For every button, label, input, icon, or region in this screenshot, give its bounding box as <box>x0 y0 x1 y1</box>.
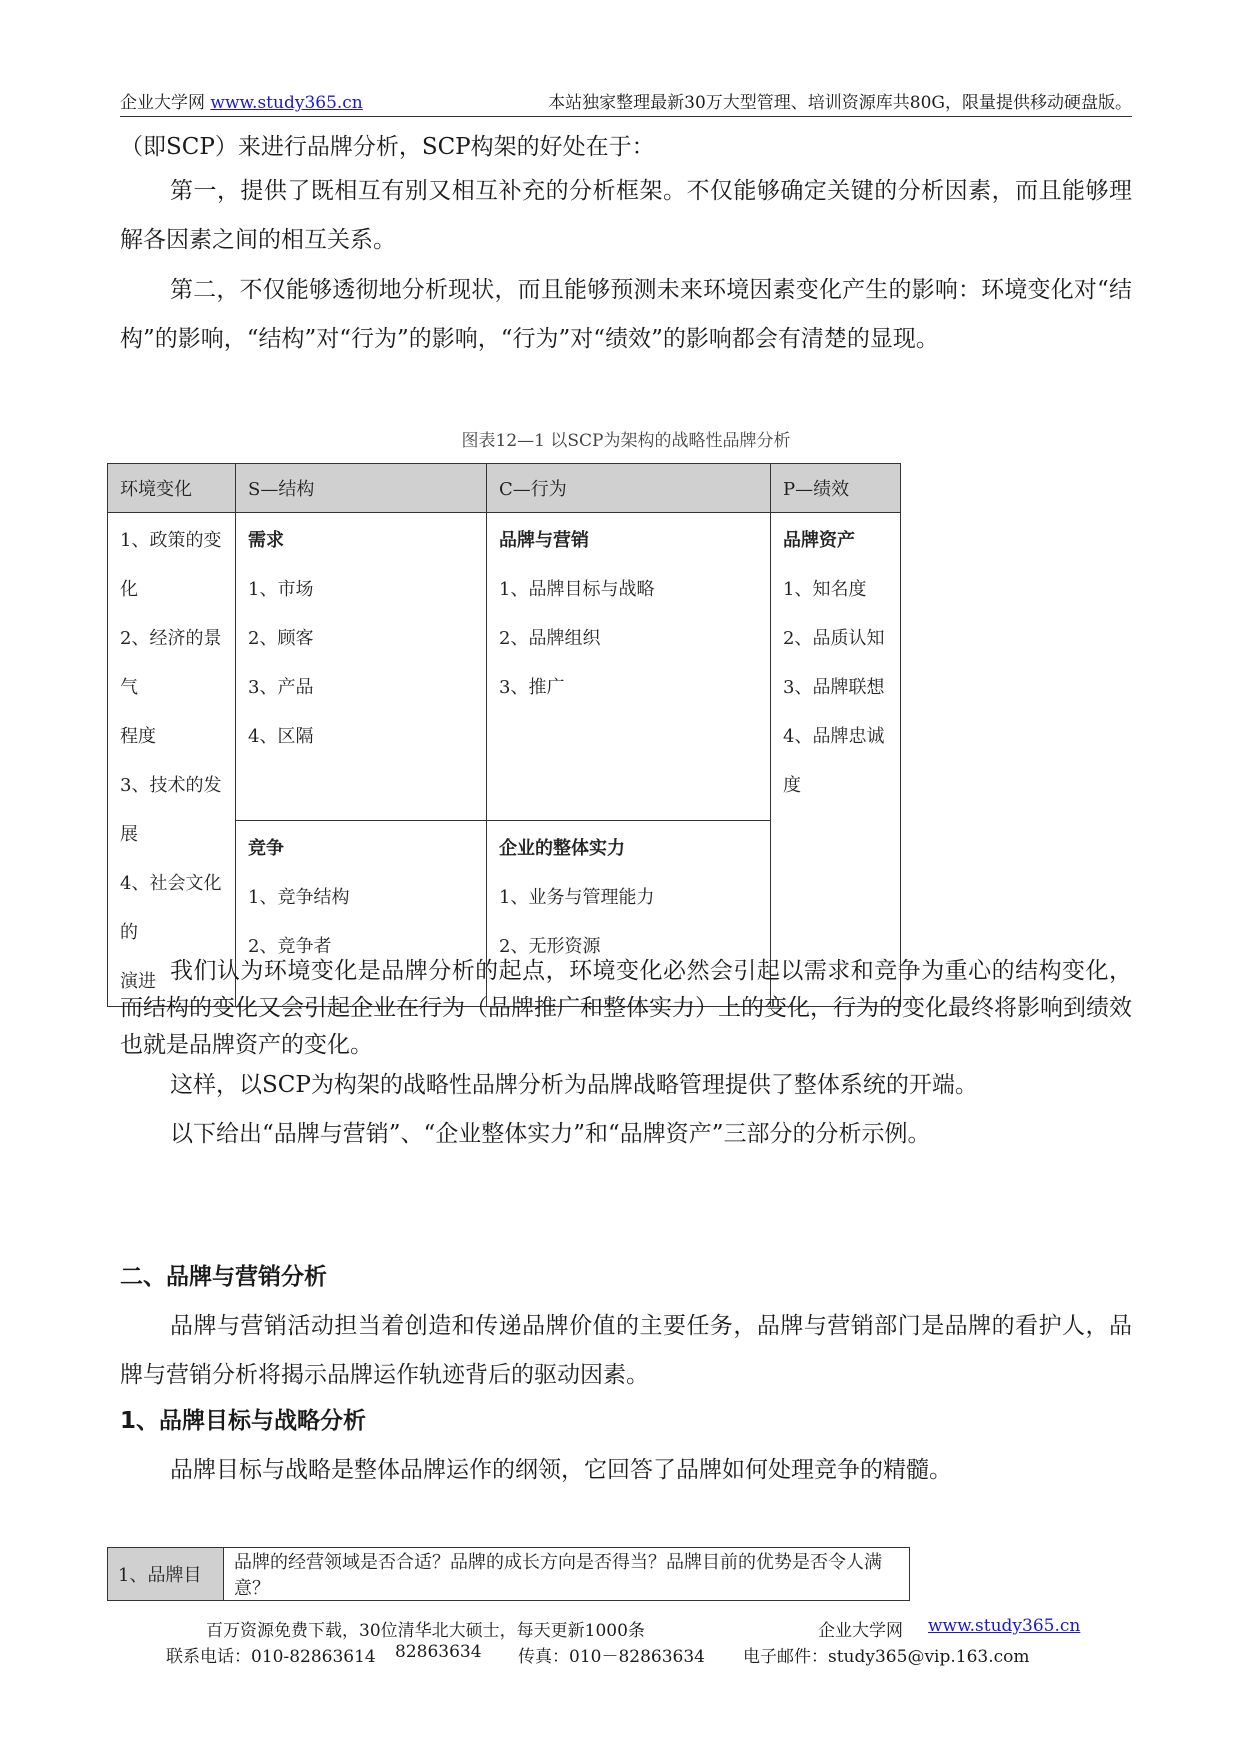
competition-title: 竞争 <box>248 837 284 859</box>
list-item: 1、品牌目标与战略 <box>499 579 655 600</box>
header-performance: P—绩效 <box>771 464 901 513</box>
paragraph-second-advantage: 第二，不仅能够透彻地分析现状，而且能够预测未来环境因素变化产生的影响：环境变化对“结构”的影响，“结构”对“行为”的影响，“行为”对“绩效”的影响都会有清楚的显现。 <box>120 277 1132 352</box>
footer-phone-2: 82863634 <box>395 1642 482 1662</box>
header-structure: S—结构 <box>236 464 487 513</box>
environment-cell <box>108 513 236 1007</box>
footer-fax: 传真：010－82863634 <box>518 1647 705 1667</box>
page-header <box>120 88 1132 116</box>
list-item: 3、品牌联想 <box>783 677 885 698</box>
footer-email: 电子邮件：study365@vip.163.com <box>743 1647 1030 1667</box>
brand-goal-questions: 品牌的经营领域是否合适？品牌的成长方向是否得当？品牌目前的优势是否令人满意？ <box>224 1548 910 1601</box>
footer-site-link[interactable]: www.study365.cn <box>928 1616 1081 1636</box>
header-notice: 本站独家整理最新30万大型管理、培训资源库共80G，限量提供移动硬盘版。 <box>548 93 1132 113</box>
list-item: 2、无形资源 <box>499 935 601 957</box>
overall-strength-title: 企业的整体实力 <box>499 837 625 859</box>
header-site-name: 企业大学网 <box>120 93 205 113</box>
list-item: 2、竞争者 <box>248 935 332 957</box>
paragraph-brand-marketing: 品牌与营销活动担当着创造和传递品牌价值的主要任务，品牌与营销部门是品牌的看护人，品牌与营销分析将揭示品牌运作轨迹背后的驱动因素。 <box>120 1313 1132 1388</box>
structure-demand-cell <box>236 513 487 821</box>
paragraph-scp-system: 这样，以SCP为构架的战略性品牌分析为品牌战略管理提供了整体系统的开端。 <box>170 1072 978 1098</box>
section-heading-brand-marketing: 二、品牌与营销分析 <box>120 1264 327 1290</box>
paragraph-environment-start: 我们认为环境变化是品牌分析的起点，环境变化必然会引起以需求和竞争为重心的结构变化，而结构的变化又会引起企业在行为（品牌推广和整体实力）上的变化，行为的变化最终将影响到绩效也就是品牌资产的变化。 <box>120 958 1132 1058</box>
list-item: 1、业务与管理能力 <box>499 886 655 908</box>
list-item: 1、知名度 <box>783 579 867 600</box>
list-item: 3、推广 <box>499 677 565 698</box>
list-item: 2、品牌组织 <box>499 628 601 649</box>
figure-caption: 图表12—1 以SCP为架构的战略性品牌分析 <box>461 431 791 451</box>
list-item: 2、顾客 <box>248 628 314 649</box>
table-row <box>108 1548 910 1601</box>
list-item: 1、市场 <box>248 579 314 600</box>
footer-phone: 联系电话：010-82863614 <box>166 1647 376 1667</box>
paragraph-first-advantage: 第一，提供了既相互有别又相互补充的分析框架。不仅能够确定关键的分析因素，而且能够理解各因素之间的相互关系。 <box>120 178 1132 253</box>
list-item: 4、区隔 <box>248 726 314 747</box>
brand-equity-title: 品牌资产 <box>783 530 855 551</box>
list-item: 3、产品 <box>248 677 314 698</box>
table-row <box>108 513 901 821</box>
list-item: 2、经济的景气 <box>120 628 222 698</box>
performance-cell <box>771 513 901 1007</box>
list-item: 4、品牌忠诚度 <box>783 726 885 796</box>
list-item: 3、技术的发展 <box>120 775 222 845</box>
list-item: 4、社会文化的 <box>120 873 222 943</box>
list-item: 1、竞争结构 <box>248 886 350 908</box>
header-environment: 环境变化 <box>108 464 236 513</box>
brand-goal-label: 1、品牌目 <box>108 1548 224 1601</box>
demand-title: 需求 <box>248 530 284 551</box>
list-item: 2、品质认知 <box>783 628 885 649</box>
paragraph-scp-intro: （即SCP）来进行品牌分析，SCP构架的好处在于： <box>120 134 655 160</box>
list-item: 演进 <box>120 971 156 992</box>
conduct-brand-marketing-cell <box>487 513 771 821</box>
brand-goal-table <box>107 1547 910 1601</box>
footer-site-name: 企业大学网 <box>818 1621 903 1641</box>
subsection-heading-brand-goals: 1、品牌目标与战略分析 <box>120 1408 367 1434</box>
header-site-link[interactable]: www.study365.cn <box>210 93 363 113</box>
header-site <box>120 88 363 113</box>
brand-marketing-title: 品牌与营销 <box>499 530 589 551</box>
list-item: 程度 <box>120 726 156 747</box>
paragraph-examples: 以下给出“品牌与营销”、“企业整体实力”和“品牌资产”三部分的分析示例。 <box>170 1121 931 1147</box>
table-header-row <box>108 464 901 513</box>
header-divider <box>120 116 1132 117</box>
scp-analysis-table <box>107 463 901 1007</box>
footer-promo: 百万资源免费下载，30位清华北大硕士，每天更新1000条 <box>206 1621 645 1641</box>
list-item: 1、政策的变化 <box>120 530 222 600</box>
paragraph-brand-goals: 品牌目标与战略是整体品牌运作的纲领，它回答了品牌如何处理竞争的精髓。 <box>170 1457 952 1483</box>
header-conduct: C—行为 <box>487 464 771 513</box>
